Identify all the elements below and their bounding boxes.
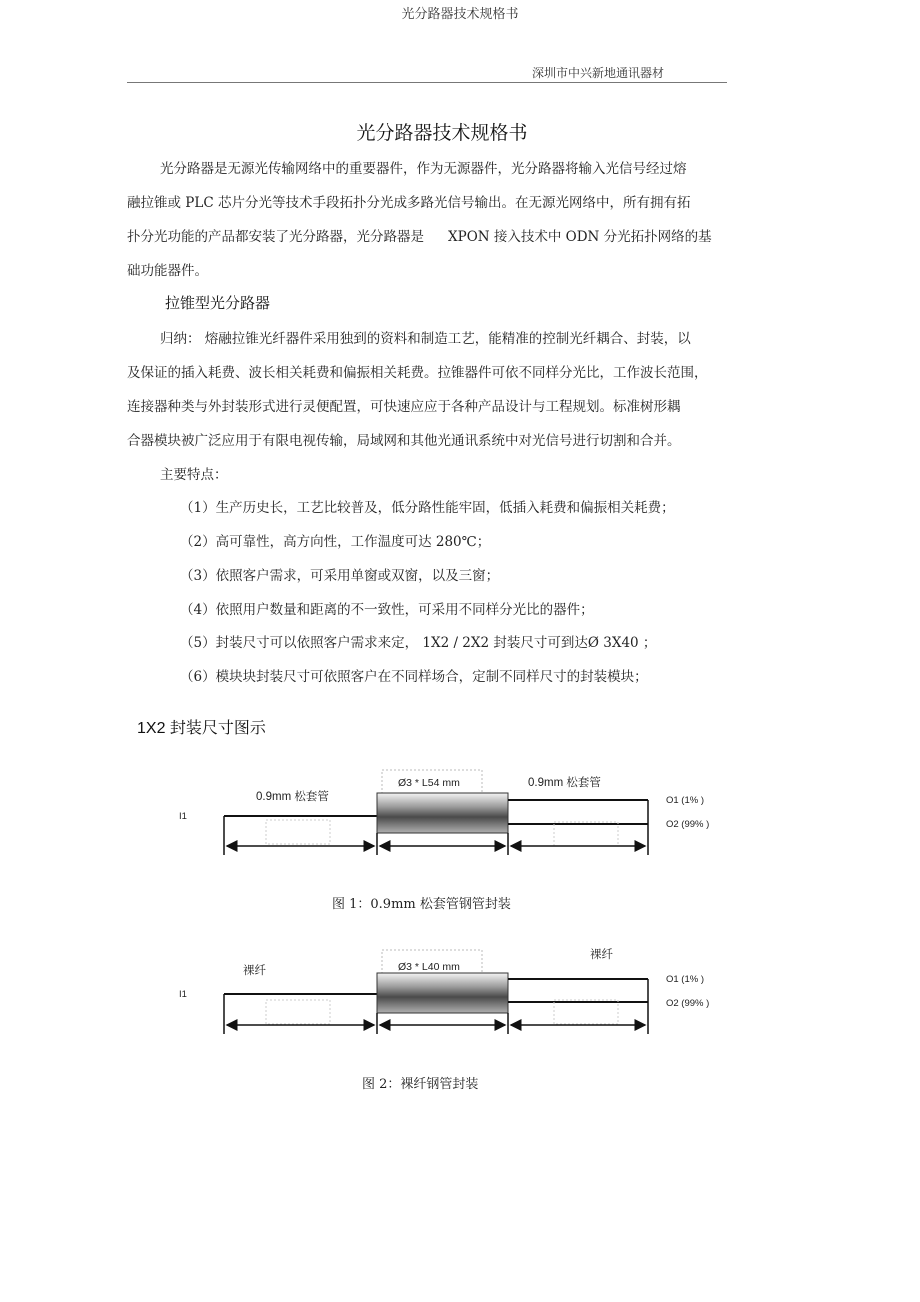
intro-line-1: 光分路器是无源光传输网络中的重要器件，作为无源器件，光分路器将输入光信号经过熔	[160, 161, 687, 177]
section1-line-3: 连接器种类与外封装形式进行灵便配置，可快速应应于各种产品设计与工程规划。标准树形耦	[127, 399, 681, 415]
tube-label: Ø3 * L40 mm	[398, 961, 460, 973]
figure-1-caption: 图 1：0.9mm 松套管钢管封装	[332, 897, 511, 912]
section1-line-4: 合器模块被广泛应用于有限电视传输，局域网和其他光通讯系统中对光信号进行切割和合并。	[127, 433, 681, 449]
section-heading-1x2: 1X2 封装尺寸图示	[137, 720, 266, 737]
section1-line-1: 归纳： 熔融拉锥光纤器件采用独到的资料和制造工艺，能精准的控制光纤耦合、封装，以	[160, 331, 691, 347]
section-heading-taper: 拉锥型光分路器	[165, 294, 271, 312]
left-sleeve-label: 0.9mm 松套管	[256, 791, 329, 803]
figure-1-diagram	[170, 760, 730, 860]
steel-tube	[377, 793, 508, 833]
figure-2-caption: 图 2：裸纤钢管封装	[362, 1077, 479, 1092]
left-bare-fiber-label: 裸纤	[243, 965, 266, 977]
output-2-label: O2 (99% )	[666, 998, 710, 1009]
section1-line-2: 及保证的插入耗费、波长相关耗费和偏振相关耗费。拉锥器件可依不同样分光比，工作波长范围，	[127, 365, 708, 381]
output-1-label: O1 (1% )	[666, 795, 705, 806]
intro-line-3b: XPON 接入技术中 ODN 分光拓扑网络的基	[448, 229, 712, 245]
intro-line-2: 融拉锥或 PLC 芯片分光等技术手段拓扑分光成多路光信号输出。在无源光网络中，所有拥有拓	[127, 195, 691, 211]
input-port-label: I1	[179, 811, 187, 822]
intro-line-3a: 扑分光功能的产品都安装了光分路器，光分路器是	[127, 229, 424, 245]
figure-2-diagram	[170, 940, 730, 1040]
feature-item: （3）依照客户需求，可采用单窗或双窗，以及三窗；	[180, 568, 500, 584]
steel-tube	[377, 973, 508, 1013]
right-sleeve-label: 0.9mm 松套管	[528, 777, 601, 789]
company-name: 深圳市中兴新地通讯器材	[532, 66, 665, 80]
feature-item: （6）模块块封装尺寸可依照客户在不同样场合，定制不同样尺寸的封装模块；	[180, 669, 648, 685]
output-2-label: O2 (99% )	[666, 819, 710, 830]
output-1-label: O1 (1% )	[666, 974, 705, 985]
intro-line-4: 础功能器件。	[127, 263, 208, 279]
placeholder-box	[266, 820, 330, 844]
tube-label: Ø3 * L54 mm	[398, 777, 460, 789]
right-bare-fiber-label: 裸纤	[590, 949, 613, 961]
running-title: 光分路器技术规格书	[401, 7, 519, 22]
placeholder-box	[554, 822, 618, 846]
document-title: 光分路器技术规格书	[356, 122, 528, 144]
feature-item: （2）高可靠性，高方向性，工作温度可达 280℃；	[180, 534, 491, 550]
feature-item: （5）封装尺寸可以依照客户需求来定， 1X2 / 2X2 封装尺寸可到达Ø 3X40 ；	[180, 635, 657, 651]
input-port-label: I1	[179, 989, 187, 1000]
header-divider	[127, 82, 727, 83]
feature-item: （1）生产历史长，工艺比较普及，低分路性能牢固，低插入耗费和偏振相关耗费；	[180, 500, 675, 516]
placeholder-box	[266, 1000, 330, 1024]
feature-item: （4）依照用户数量和距离的不一致性，可采用不同样分光比的器件；	[180, 602, 594, 618]
placeholder-box	[554, 1000, 618, 1024]
features-label: 主要特点：	[160, 467, 228, 483]
